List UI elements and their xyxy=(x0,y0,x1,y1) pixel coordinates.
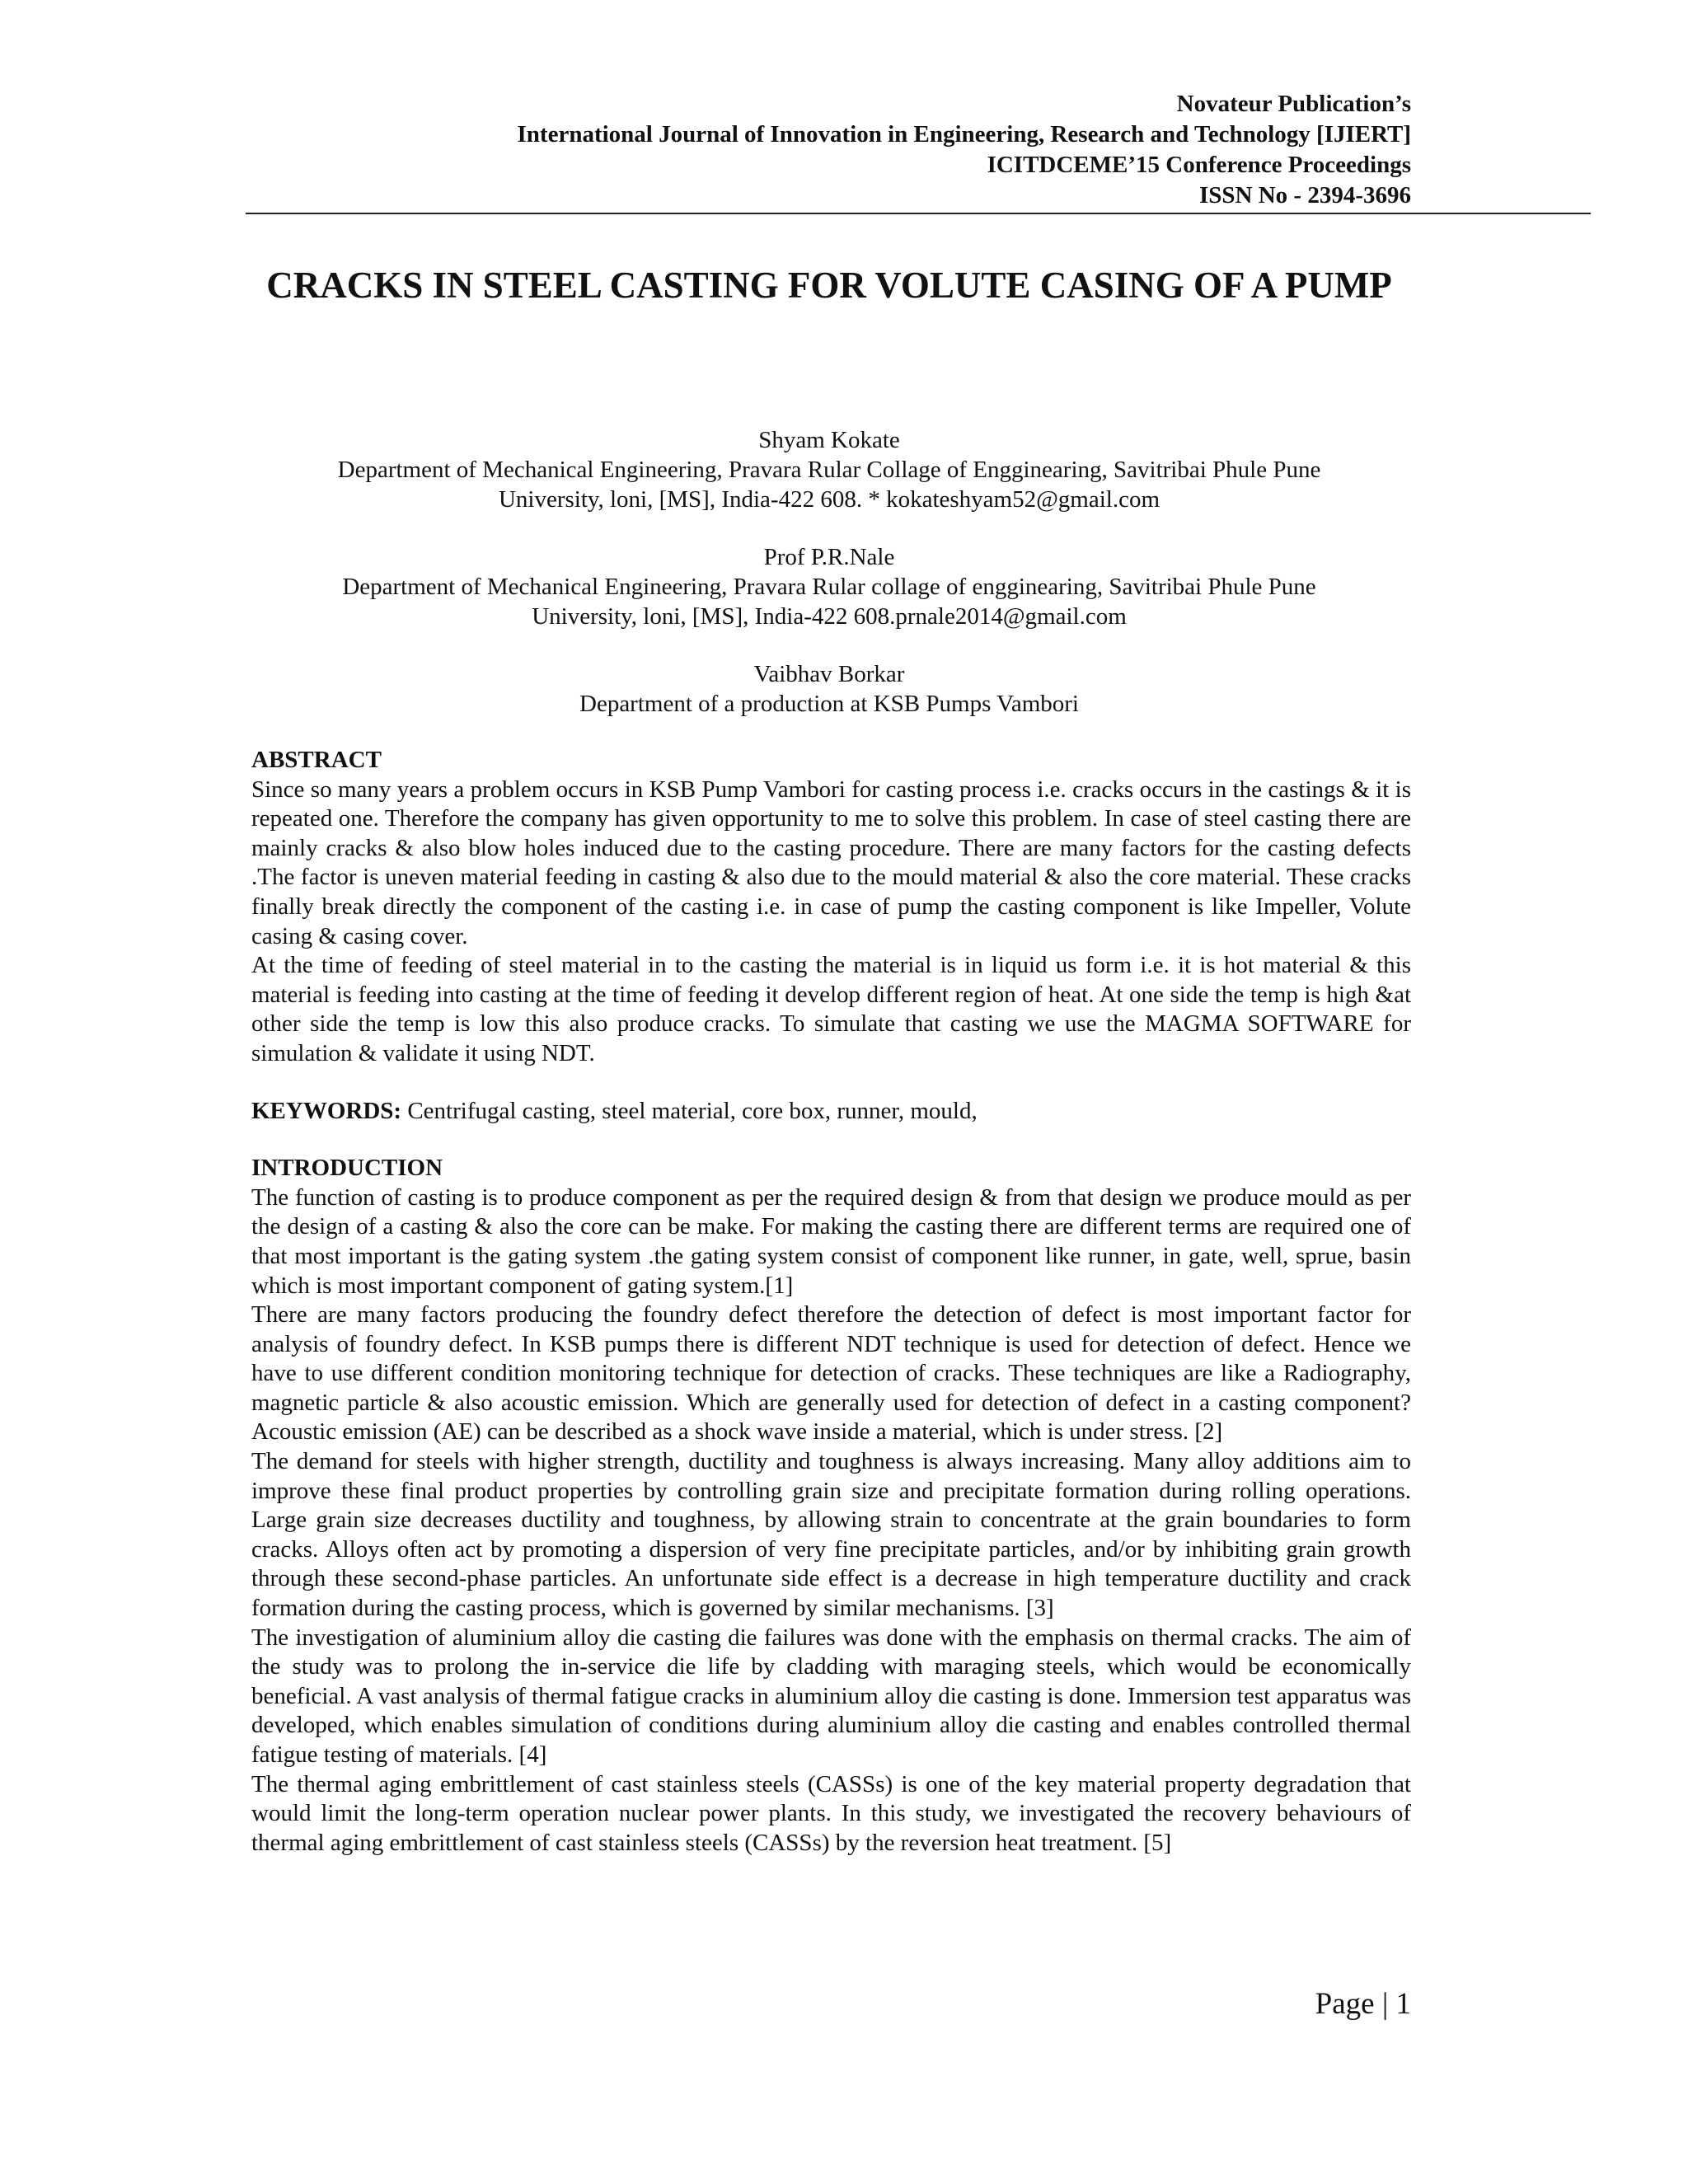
introduction-paragraph: The thermal aging embrittlement of cast stainless steels (CASSs) is one of the key material property degradation that would limit the long-term operation nuclear power plants. In this study, we investigated the recovery behaviours of thermal aging embrittlement of cast stainless steels (CASSs) by the reversion heat treatment. [5] xyxy=(251,1770,1411,1856)
author-affiliation: Department of Mechanical Engineering, Pravara Rular collage of engginearing, Savitribai Phule Pune xyxy=(342,574,1316,600)
introduction-heading: INTRODUCTION xyxy=(251,1155,443,1182)
page-number: Page | 1 xyxy=(1315,1987,1411,2021)
introduction-paragraph: The function of casting is to produce component as per the required design & from that design we produce mould as per the design of a casting & also the core can be make. For making the casting there are different terms are required one of that most important is the gating system .the gating system consist of component like runner, in gate, well, sprue, basin which is most important component of gating system.[1] xyxy=(251,1183,1411,1299)
spacer xyxy=(251,1069,1411,1097)
author-affiliation: University, loni, [MS], India-422 608.prnale2014@gmail.com xyxy=(532,603,1127,630)
conference-proceedings: ICITDCEME’15 Conference Proceedings xyxy=(987,152,1411,178)
author-block-3 xyxy=(247,659,1411,719)
keywords-text: Centrifugal casting, steel material, core box, runner, mould, xyxy=(401,1097,978,1124)
author-name: Shyam Kokate xyxy=(758,427,900,453)
abstract-paragraph: Since so many years a problem occurs in KSB Pump Vambori for casting process i.e. cracks occurs in the castings & it is repeated one. Therefore the company has given opportunity to me to solve this problem. In case of steel casting there are mainly cracks & also blow holes induced due to the casting procedure. There are many factors for the casting defects .The factor is uneven material feeding in casting & also due to the mould material & also the core material. These cracks finally break directly the component of the casting i.e. in case of pump the casting component is like Impeller, Volute casing & casing cover. xyxy=(251,776,1411,949)
author-affiliation: University, loni, [MS], India-422 608. * kokateshyam52@gmail.com xyxy=(498,486,1160,513)
spacer xyxy=(251,1126,1411,1154)
author-name: Vaibhav Borkar xyxy=(753,661,905,687)
author-name: Prof P.R.Nale xyxy=(763,544,895,570)
introduction-paragraph: The demand for steels with higher strength, ductility and toughness is always increasing. Many alloy additions aim to improve these final product properties by controlling grain size and precipitate formation during rolling operations. Large grain size decreases ductility and toughness, by allowing strain to concentrate at the grain boundaries to form cracks. Alloys often act by promoting a dispersion of very fine precipitate particles, and/or by inhibiting grain growth through these second-phase particles. An unfortunate side effect is a decrease in high temperature ductility and crack formation during the casting process, which is governed by similar mechanisms. [3] xyxy=(251,1448,1411,1622)
author-affiliation: Department of a production at KSB Pumps Vambori xyxy=(579,691,1079,717)
abstract-paragraph: At the time of feeding of steel material in to the casting the material is in liquid us form i.e. it is hot material & this material is feeding into casting at the time of feeding it develop different region of heat. At one side the temp is high &at other side the temp is low this also produce cracks. To simulate that casting we use the MAGMA SOFTWARE for simulation & validate it using NDT. xyxy=(251,952,1411,1066)
keywords-label: KEYWORDS: xyxy=(251,1097,402,1124)
issn-number: ISSN No - 2394-3696 xyxy=(1199,182,1411,209)
publisher-name: Novateur Publication’s xyxy=(1176,91,1411,117)
keywords-line xyxy=(251,1097,1411,1127)
abstract-heading: ABSTRACT xyxy=(251,747,382,773)
introduction-paragraph: The investigation of aluminium alloy die casting die failures was done with the emphasis on thermal cracks. The aim of the study was to prolong the in-service die life by cladding with maraging steels, which would be economically beneficial. A vast analysis of thermal fatigue cracks in aluminium alloy die casting is done. Immersion test apparatus was developed, which enables simulation of conditions during aluminium alloy die casting and enables controlled thermal fatigue testing of materials. [4] xyxy=(251,1624,1411,1768)
page-header xyxy=(247,89,1411,211)
introduction-paragraph: There are many factors producing the foundry defect therefore the detection of defect is most important factor for analysis of foundry defect. In KSB pumps there is different NDT technique is used for detection of defect. Hence we have to use different condition monitoring technique for detection of cracks. These techniques are like a Radiography, magnetic particle & also acoustic emission. Which are generally used for detection of defect in a casting component? Acoustic emission (AE) can be described as a shock wave inside a material, which is under stress. [2] xyxy=(251,1301,1411,1446)
paper-title: CRACKS IN STEEL CASTING FOR VOLUTE CASING OF A PUMP xyxy=(266,265,1392,306)
journal-name: International Journal of Innovation in Engineering, Research and Technology [IJIERT] xyxy=(517,121,1411,148)
author-affiliation: Department of Mechanical Engineering, Pravara Rular Collage of Engginearing, Savitribai Phule Pune xyxy=(337,457,1321,483)
paper-body xyxy=(251,746,1411,1858)
header-divider xyxy=(246,213,1591,214)
author-block-2 xyxy=(247,542,1411,631)
author-block-1 xyxy=(247,425,1411,514)
